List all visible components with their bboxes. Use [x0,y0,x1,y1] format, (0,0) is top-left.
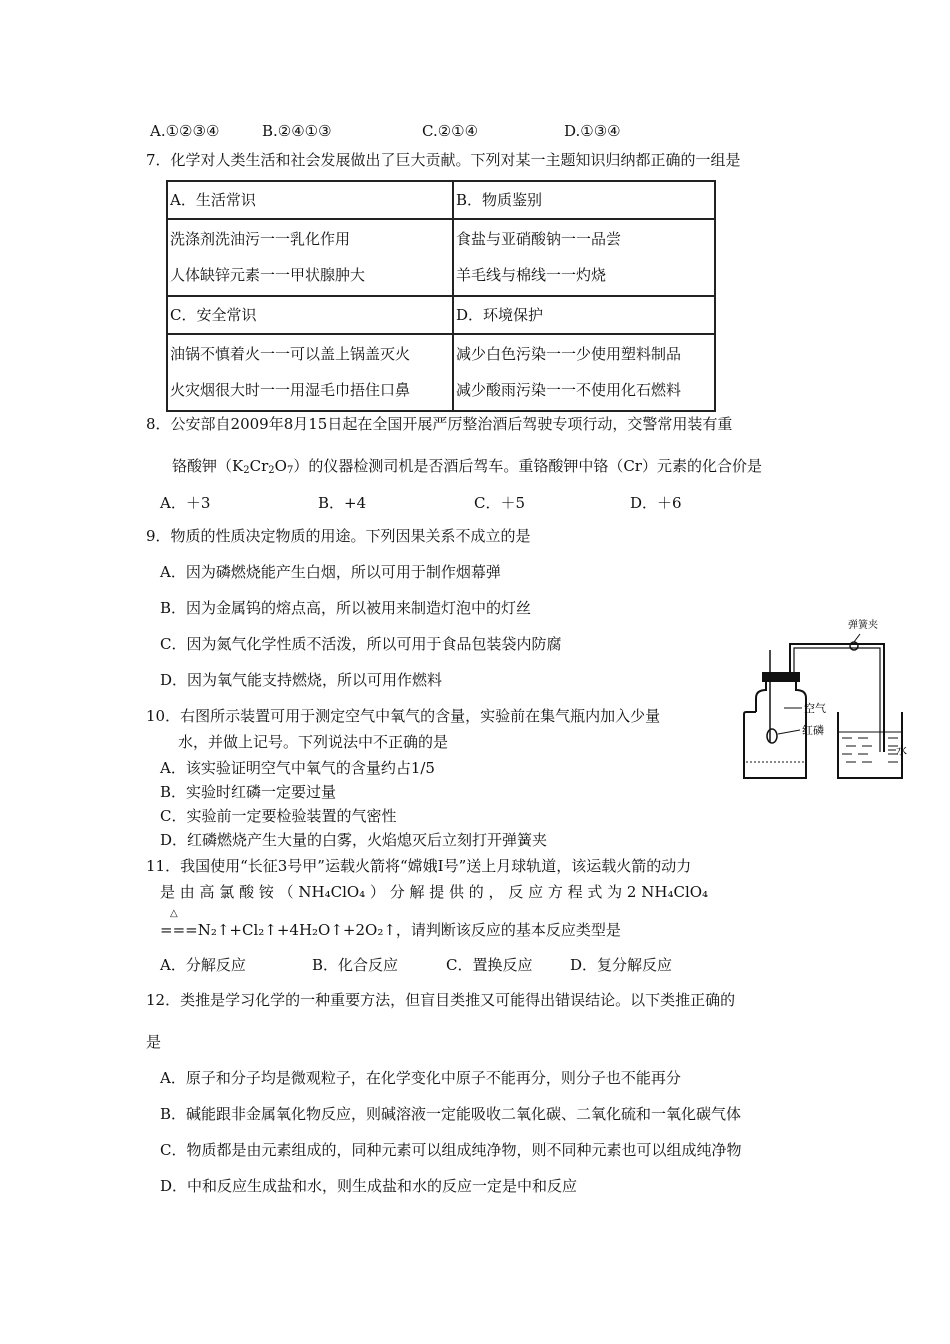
clamp-pointer [854,634,860,642]
q9-option-a: A．因为磷燃烧能产生白烟，所以可用于制作烟幕弹 [160,563,501,581]
q7-d-line1: 减少白色污染一一少使用塑料制品 [456,345,682,363]
q8-option-c: C．＋5 [474,494,526,512]
q8-option-d: D．＋6 [630,494,682,512]
q9-stem: 9．物质的性质决定物质的用途。下列因果关系不成立的是 [146,527,531,545]
q10-option-b: B．实验时红磷一定要过量 [160,783,337,801]
q12-option-a: A．原子和分子均是微观粒子，在化学变化中原子不能再分，则分子也不能再分 [160,1069,681,1087]
q7-stem: 7．化学对人类生活和社会发展做出了巨大贡献。下列对某一主题知识归纳都正确的一组是 [146,151,741,169]
gas-jar [744,680,806,778]
q8-sub1: 2 [243,465,250,476]
rubber-stopper [762,672,800,682]
q7-cell-d-body [453,334,715,411]
q7-d-line2: 减少酸雨污染一一不使用化石燃料 [456,381,682,399]
q7-cell-a-body [167,219,453,296]
air-label: 空气 [804,702,826,715]
q12-line1: 12．类推是学习化学的一种重要方法，但盲目类推又可能得出错误结论。以下类推正确的 [146,991,736,1009]
phosphorus-label: 红磷 [802,724,824,737]
q8-option-b: B．+4 [318,494,367,512]
beaker [838,712,902,778]
q12-option-c: C．物质都是由元素组成的，同种元素可以组成纯净物，则不同种元素也可以组成纯净物 [160,1141,742,1159]
q8-mid2: O [274,457,287,475]
q8-line2-post: ）的仪器检测司机是否酒后驾车。重铬酸钾中铬（Cr）元素的化合价是 [293,457,762,475]
q8-mid1: Cr [249,457,269,475]
q11-option-d: D．复分解反应 [570,956,673,974]
q8-sub2: 2 [268,465,275,476]
q8-sub3: 7 [286,465,294,476]
q11-option-c: C．置换反应 [446,956,533,974]
clamp-label: 弹簧夹 [848,620,878,631]
q6-option-a: A.①②③④ [150,122,220,140]
q6-option-b: B.②④①③ [262,122,332,140]
q8-option-a: A．＋3 [160,494,211,512]
q10-option-a: A．该实验证明空气中氧气的含量约占1/5 [160,759,435,777]
q7-knowledge-table [166,180,716,412]
q8-line2-pre: 铬酸钾（K [172,457,244,475]
q11-line3: ===N₂↑+Cl₂↑+4H₂O↑+2O₂↑，请判断该反应的基本反应类型是 [160,921,621,939]
q12-option-d: D．中和反应生成盐和水，则生成盐和水的反应一定是中和反应 [160,1177,578,1195]
q11-line2: 是 由 高 氯 酸 铵 （ NH₄ClO₄ ） 分 解 提 供 的 ， 反 应 方 程 式 为 2 NH₄ClO₄ [160,883,709,901]
q7-cell-a-title: A．生活常识 [167,181,453,219]
oxygen-experiment-figure [738,620,908,782]
q12-line2: 是 [146,1033,162,1051]
q10-option-c: C．实验前一定要检验装置的气密性 [160,807,397,825]
q6-option-c: C.②①④ [422,122,479,140]
phosphorus-pointer [778,730,800,734]
q11-heat-symbol: △ [170,908,178,919]
water-label: 水 [896,744,907,757]
q12-option-b: B．碱能跟非金属氧化物反应，则碱溶液一定能吸收二氧化碳、二氧化硫和一氧化碳气体 [160,1105,742,1123]
q10-option-d: D．红磷燃烧产生大量的白雾，火焰熄灭后立刻打开弹簧夹 [160,831,548,849]
q11-line1: 11．我国使用“长征3号甲”运载火箭将“嫦娥Ⅰ号”送上月球轨道，该运载火箭的动力 [146,857,692,875]
q11-option-a: A．分解反应 [160,956,246,974]
q7-cell-d-title: D．环境保护 [453,296,715,334]
q7-b-line2: 羊毛线与棉线一一灼烧 [456,266,607,284]
q8-line1: 8．公安部自2009年8月15日起在全国开展严厉整治酒后驾驶专项行动，交警常用装有重 [146,415,733,433]
q7-c-line2: 火灾烟很大时一一用湿毛巾捂住口鼻 [170,381,411,399]
q9-option-d: D．因为氧气能支持燃烧，所以可用作燃料 [160,671,443,689]
q7-c-line1: 油锅不慎着火一一可以盖上锅盖灭火 [170,345,411,363]
q10-line1: 10．右图所示装置可用于测定空气中氧气的含量，实验前在集气瓶内加入少量 [146,707,661,725]
q9-option-c: C．因为氮气化学性质不活泼，所以可用于食品包装袋内防腐 [160,635,562,653]
q9-option-b: B．因为金属钨的熔点高，所以被用来制造灯泡中的灯丝 [160,599,532,617]
q10-line2: 水，并做上记号。下列说法中不正确的是 [178,733,449,751]
q7-cell-b-body [453,219,715,296]
q11-option-b: B．化合反应 [312,956,399,974]
q7-a-line1: 洗涤剂洗油污一一乳化作用 [170,230,351,248]
q7-a-line2: 人体缺锌元素一一甲状腺肿大 [170,266,366,284]
q7-cell-b-title: B．物质鉴别 [453,181,715,219]
q7-cell-c-title: C．安全常识 [167,296,453,334]
q8-line2 [172,456,762,481]
q7-cell-c-body [167,334,453,411]
q6-option-d: D.①③④ [564,122,621,140]
q7-b-line1: 食盐与亚硝酸钠一一品尝 [456,230,622,248]
phosphorus-spoon [767,729,777,743]
